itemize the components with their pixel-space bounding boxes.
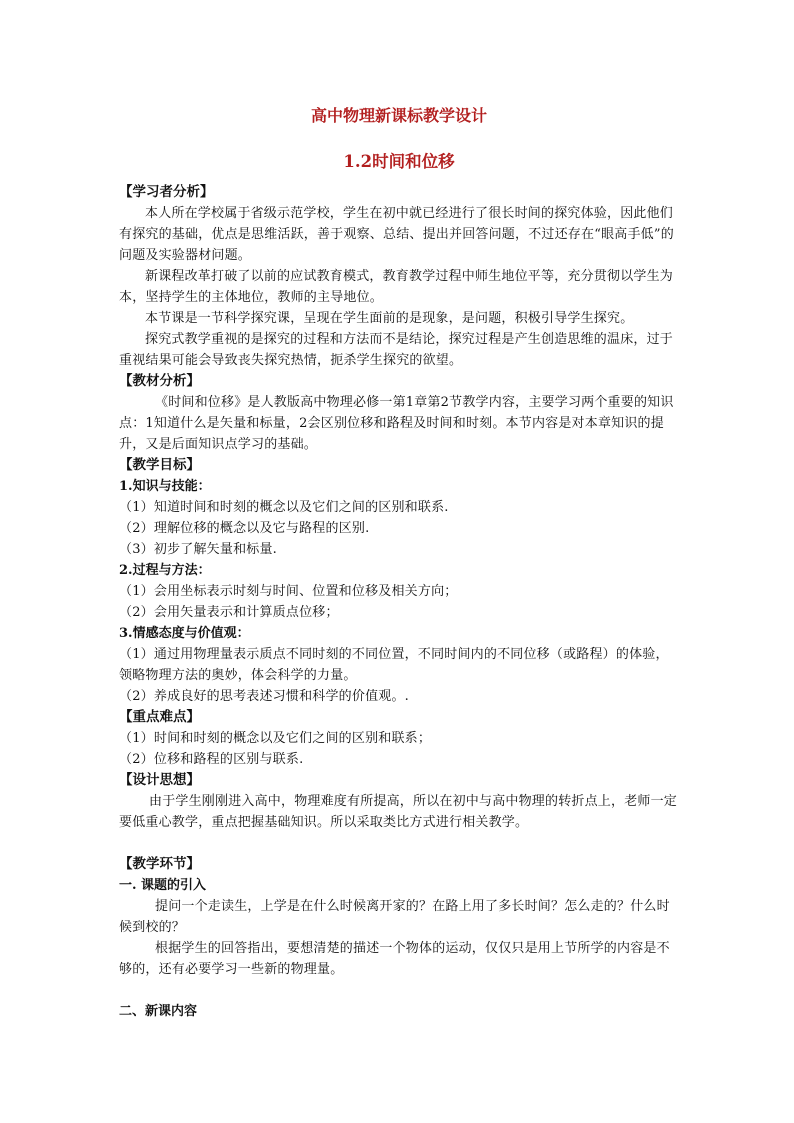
list-item: （2）理解位移的概念以及它与路程的区别. (119, 521, 370, 536)
document-title: 高中物理新课标教学设计 (310, 106, 487, 125)
section-heading: 【重点难点】 (119, 709, 200, 725)
list-item: （2）位移和路程的区别与联系. (119, 752, 304, 767)
paragraph: 本人所在学校属于省级示范学校，学生在初中就已经进行了很长时间的探究体验，因此他们有探究的基础，优点是思维活跃，善于观察、总结、提出并回答问题，不过还存在“眼高手低”的问题及实验器材问题。 (119, 206, 674, 263)
section-heading: 【设计思想】 (119, 772, 200, 788)
section-heading: 【学习者分析】 (119, 184, 214, 200)
lesson-subtitle: 1.2时间和位移 (343, 152, 455, 171)
goal-subheading: 1.知识与技能： (119, 479, 211, 494)
section-heading: 【教学目标】 (119, 457, 200, 473)
list-item: （1）知道时间和时刻的概念以及它们之间的区别和联系. (119, 500, 449, 515)
section-heading: 【教材分析】 (119, 373, 200, 389)
step-heading: 一. 课题的引入 (119, 878, 207, 893)
list-item: （3）初步了解矢量和标量. (119, 542, 278, 557)
goal-subheading: 3.情感态度与价值观： (119, 626, 250, 641)
teaching-steps-section (119, 854, 679, 1022)
list-item: （1）通过用物理量表示质点不同时刻的不同位置，不同时间内的不同位移（或路程）的体验，领略物理方法的奥妙，体会科学的力量。 (119, 647, 669, 683)
paragraph: 新课程改革打破了以前的应试教育模式，教育教学过程中师生地位平等，充分贯彻以学生为本，坚持学生的主体地位，教师的主导地位。 (119, 269, 674, 305)
textbook-analysis-section (119, 371, 679, 455)
document-page (119, 100, 679, 1022)
learner-analysis-section (119, 182, 679, 371)
teaching-goals-section (119, 455, 679, 707)
key-points-section (119, 707, 679, 770)
list-item: （2）养成良好的思考表述习惯和科学的价值观。. (119, 689, 410, 704)
design-idea-section (119, 770, 679, 833)
paragraph: 本节课是一节科学探究课，呈现在学生面前的是现象，是问题，积极引导学生探究。 (145, 311, 634, 326)
step-heading: 二、新课内容 (119, 1004, 198, 1019)
spacer (119, 980, 679, 1001)
paragraph: 探究式教学重视的是探究的过程和方法而不是结论，探究过程是产生创造思维的温床，过于重视结果可能会导致丧失探究热情，扼杀学生探究的欲望。 (119, 332, 674, 368)
paragraph: 根据学生的回答指出，要想清楚的描述一个物体的运动，仅仅只是用上节所学的内容是不够的，还有必要学习一些新的物理量。 (119, 941, 670, 977)
paragraph: 《时间和位移》是人教版高中物理必修一第1章第2节教学内容，主要学习两个重要的知识点：1知道什么是矢量和标量，2会区别位移和路程及时间和时刻。本节内容是对本章知识的提升，又是后面知识点学习的基础。 (119, 395, 674, 452)
spacer (119, 833, 679, 854)
paragraph: 由于学生刚刚进入高中，物理难度有所提高，所以在初中与高中物理的转折点上，老师一定要低重心教学，重点把握基础知识。所以采取类比方式进行相关教学。 (119, 794, 678, 830)
list-item: （2）会用矢量表示和计算质点位移； (119, 605, 339, 620)
goal-subheading: 2.过程与方法： (119, 563, 211, 578)
list-item: （1）时间和时刻的概念以及它们之间的区别和联系； (119, 731, 432, 746)
list-item: （1）会用坐标表示时刻与时间、位置和位移及相关方向； (119, 584, 458, 599)
section-heading: 【教学环节】 (119, 856, 200, 872)
paragraph: 提问一个走读生，上学是在什么时候离开家的？在路上用了多长时间？怎么走的？什么时候到校的？ (119, 899, 670, 935)
